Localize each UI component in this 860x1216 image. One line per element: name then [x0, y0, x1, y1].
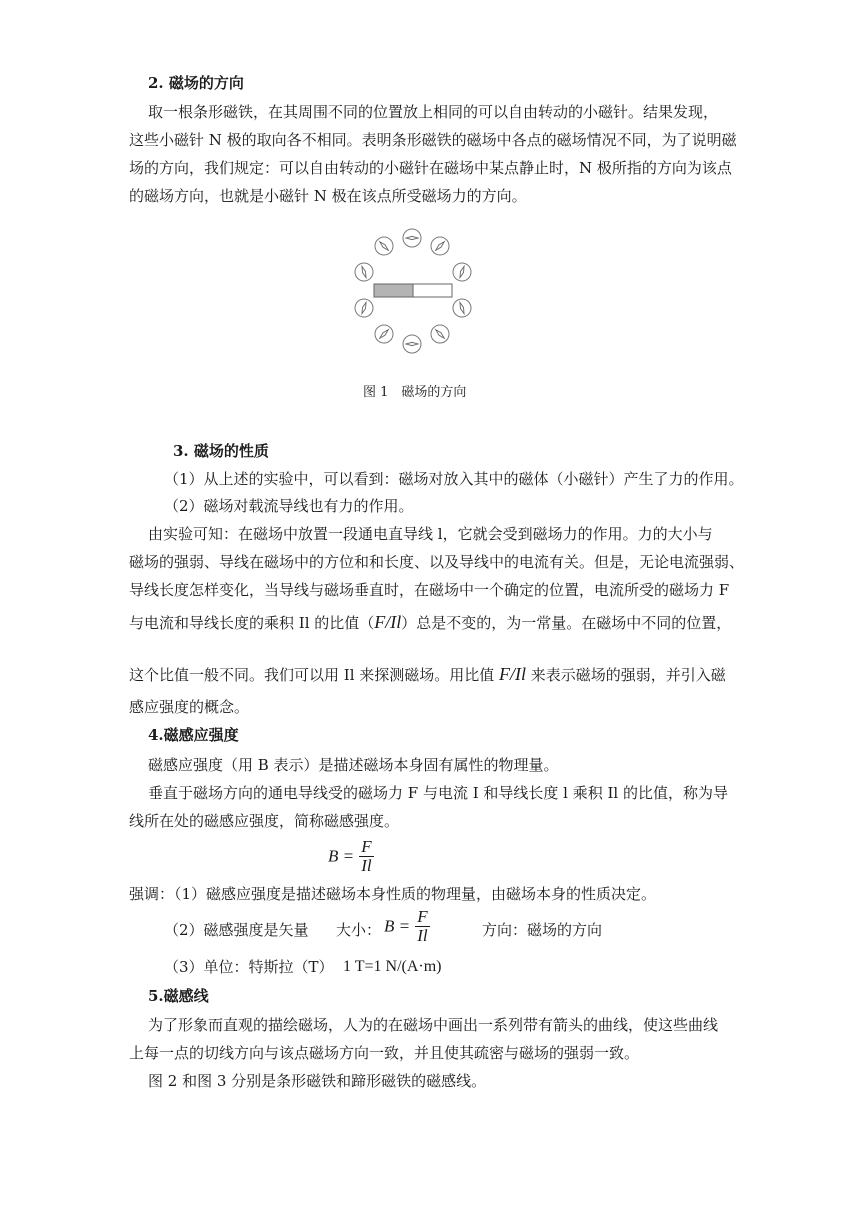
direction-label: 方向：磁场的方向 [482, 921, 603, 939]
paragraph-line: 取一根条形磁铁，在其周围不同的位置放上相同的可以自由转动的小磁针。结果发现， [148, 103, 719, 121]
paragraph-line: 线所在处的磁感应强度，简称磁感强度。 [129, 812, 400, 830]
compass-needle-icon [427, 321, 452, 346]
formula-denominator: Il [361, 856, 372, 875]
list-item: （1）从上述的实验中，可以看到：磁场对放入其中的磁体（小磁针）产生了力的作用。 [164, 470, 744, 488]
paragraph-line: 场的方向，我们规定：可以自由转动的小磁针在磁场中某点静止时，N 极所指的方向为该点 [129, 159, 732, 177]
paragraph-line [129, 664, 726, 685]
formula-numerator: F [417, 907, 428, 926]
formula-denominator: Il [417, 926, 428, 945]
ratio-f-over-il: F/Il [374, 612, 402, 632]
formula-fraction [415, 908, 429, 945]
formula-lhs: B = [328, 846, 355, 866]
paragraph-line [129, 612, 731, 633]
section-5-heading: 5.磁感线 [148, 987, 209, 1005]
section-4-heading: 4.磁感应强度 [148, 726, 239, 744]
compass-needle-icon [352, 296, 375, 319]
paragraph-line: 由实验可知：在磁场中放置一段通电直导线 l，它就会受到磁场力的作用。力的大小与 [148, 525, 713, 543]
emphasis-line: 强调：（1）磁感应强度是描述磁场本身性质的物理量，由磁场本身的性质决定。 [129, 885, 657, 903]
paragraph-line: 这些小磁针 N 极的取向各不相同。表明条形磁铁的磁场中各点的磁场情况不同，为了说明磁 [129, 131, 737, 149]
formula-b-equals-f-over-il [328, 838, 374, 875]
compass-needle-icon [352, 260, 375, 283]
text-run: 与电流和导线长度的乘积 Il 的比值（ [129, 614, 375, 632]
compass-needle-icon [371, 321, 396, 346]
formula-numerator: F [361, 837, 372, 856]
paragraph-line: 图 2 和图 3 分别是条形磁铁和蹄形磁铁的磁感线。 [148, 1072, 487, 1090]
compass-needle-icon [403, 229, 421, 247]
text-run: ）总是不变的，为一常量。在磁场中不同的位置， [401, 614, 732, 632]
formula-magnitude [384, 908, 430, 945]
text-run: 来表示磁场的强弱，并引入磁 [526, 666, 726, 684]
section-3-heading: 3. 磁场的性质 [173, 442, 269, 460]
figure-1-magnetic-field-direction [330, 214, 498, 366]
unit-definition: 1 T=1 N/(A·m) [343, 958, 442, 975]
paragraph-line: 感应强度的概念。 [129, 698, 250, 716]
paragraph-line: 垂直于磁场方向的通电导线受的磁场力 F 与电流 I 和导线长度 l 乘积 Il 的比值，称为导 [148, 784, 729, 802]
figure-1-caption: 图 1 磁场的方向 [363, 385, 467, 400]
compass-needle-icon [403, 335, 421, 353]
emphasis-line: （2）磁感强度是矢量 [164, 921, 309, 939]
paragraph-line: 磁感应强度（用 B 表示）是描述磁场本身固有属性的物理量。 [148, 756, 559, 774]
ratio-f-over-il: F/Il [499, 664, 527, 684]
list-item: （2）磁场对载流导线也有力的作用。 [164, 497, 414, 515]
compass-needle-icon [450, 260, 473, 283]
compass-needle-icon [427, 233, 452, 258]
magnitude-label: 大小： [336, 921, 382, 939]
paragraph-line: 为了形象而直观的描绘磁场，人为的在磁场中画出一系列带有箭头的曲线，使这些曲线 [148, 1016, 719, 1034]
paragraph-line: 磁场的强弱、导线在磁场中的方位和和长度、以及导线中的电流有关。但是，无论电流强弱、 [129, 553, 745, 571]
section-2-heading: 2. 磁场的方向 [148, 74, 244, 92]
compass-needle-icon [450, 296, 473, 319]
formula-fraction [359, 838, 373, 875]
paragraph-line: 的磁场方向，也就是小磁针 N 极在该点所受磁场力的方向。 [129, 187, 527, 205]
unit-line: （3）单位：特斯拉（T） [164, 958, 334, 976]
formula-lhs: B = [384, 916, 411, 936]
compass-needle-icon [371, 233, 396, 258]
paragraph-line: 上每一点的切线方向与该点磁场方向一致，并且使其疏密与磁场的强弱一致。 [129, 1044, 640, 1062]
text-run: 这个比值一般不同。我们可以用 Il 来探测磁场。用比值 [129, 666, 500, 684]
paragraph-line: 导线长度怎样变化，当导线与磁场垂直时，在磁场中一个确定的位置，电流所受的磁场力 F [129, 581, 730, 599]
